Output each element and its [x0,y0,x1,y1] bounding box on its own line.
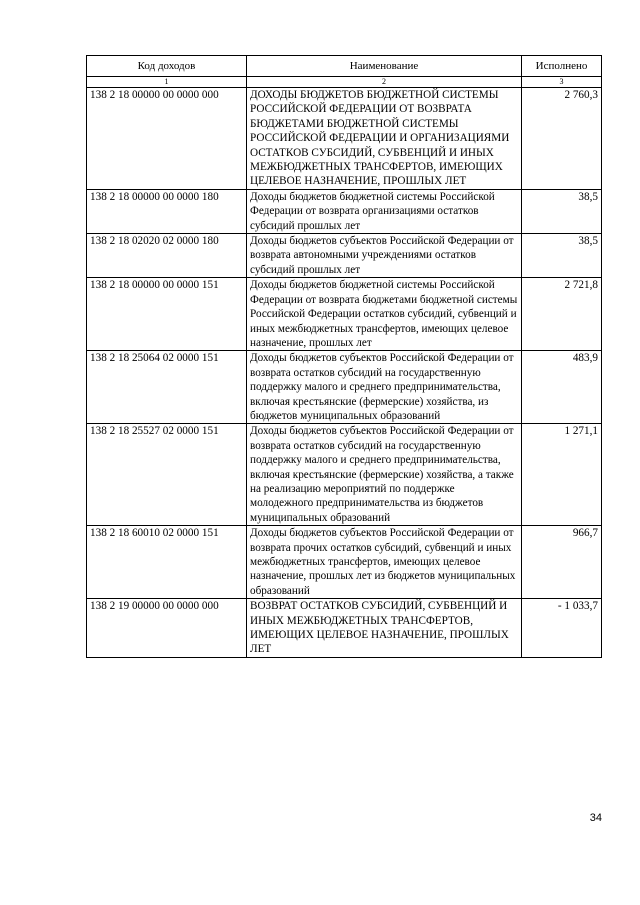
header-name: Наименование [247,56,522,77]
table-row [87,234,602,278]
table-header-row [87,56,602,77]
row-value: 38,5 [522,234,602,278]
table-row [87,424,602,526]
revenue-table [86,55,602,658]
row-value: 1 271,1 [522,424,602,526]
row-value: - 1 033,7 [522,599,602,658]
row-code: 138 2 18 00000 00 0000 000 [87,88,247,190]
row-name: Доходы бюджетов бюджетной системы Российской Федерации от возврата бюджетами бюджетной системы Российской Федерации остатков субсидий, субвенций и иных межбюджетных трансфертов, имеющих целевое назначение, прошлых лет [247,278,522,351]
row-name: ВОЗВРАТ ОСТАТКОВ СУБСИДИЙ, СУБВЕНЦИЙ И ИНЫХ МЕЖБЮДЖЕТНЫХ ТРАНСФЕРТОВ, ИМЕЮЩИХ ЦЕЛЕВОЕ НАЗНАЧЕНИЕ, ПРОШЛЫХ ЛЕТ [247,599,522,658]
row-value: 2 721,8 [522,278,602,351]
row-name: Доходы бюджетов субъектов Российской Федерации от возврата прочих остатков субсидий, субвенций и иных межбюджетных трансфертов, имеющих целевое назначение, прошлых лет из бюджетов муниципальных образований [247,526,522,599]
row-code: 138 2 19 00000 00 0000 000 [87,599,247,658]
column-number-row [87,77,602,88]
table-row [87,278,602,351]
row-value: 2 760,3 [522,88,602,190]
table-row [87,526,602,599]
row-code: 138 2 18 02020 02 0000 180 [87,234,247,278]
header-code: Код доходов [87,56,247,77]
column-number: 1 [87,77,247,88]
row-code: 138 2 18 25527 02 0000 151 [87,424,247,526]
row-name: Доходы бюджетов субъектов Российской Федерации от возврата автономными учреждениями остатков субсидий прошлых лет [247,234,522,278]
column-number: 3 [522,77,602,88]
row-value: 483,9 [522,351,602,424]
table-row [87,189,602,233]
row-code: 138 2 18 25064 02 0000 151 [87,351,247,424]
row-value: 38,5 [522,189,602,233]
row-name: Доходы бюджетов субъектов Российской Федерации от возврата остатков субсидий на государственную поддержку малого и среднего предпринимательства, включая крестьянские (фермерские) хозяйства, а также на реализацию мероприятий по поддержке молодежного предпринимательства из бюджетов муниципальных образований [247,424,522,526]
page-number: 34 [589,812,602,824]
column-number: 2 [247,77,522,88]
header-executed: Исполнено [522,56,602,77]
row-value: 966,7 [522,526,602,599]
row-code: 138 2 18 00000 00 0000 180 [87,189,247,233]
table-row [87,599,602,658]
row-name: Доходы бюджетов субъектов Российской Федерации от возврата остатков субсидий на государственную поддержку малого и среднего предпринимательства, включая крестьянские (фермерские) хозяйства, из бюджетов муниципальных образований [247,351,522,424]
row-code: 138 2 18 60010 02 0000 151 [87,526,247,599]
row-name: ДОХОДЫ БЮДЖЕТОВ БЮДЖЕТНОЙ СИСТЕМЫ РОССИЙСКОЙ ФЕДЕРАЦИИ ОТ ВОЗВРАТА БЮДЖЕТАМИ БЮДЖЕТНОЙ СИСТЕМЫ РОССИЙСКОЙ ФЕДЕРАЦИИ И ОРГАНИЗАЦИЯМИ ОСТАТКОВ СУБСИДИЙ, СУБВЕНЦИЙ И ИНЫХ МЕЖБЮДЖЕТНЫХ ТРАНСФЕРТОВ, ИМЕЮЩИХ ЦЕЛЕВОЕ НАЗНАЧЕНИЕ, ПРОШЛЫХ ЛЕТ [247,88,522,190]
row-name: Доходы бюджетов бюджетной системы Российской Федерации от возврата организациями остатков субсидий прошлых лет [247,189,522,233]
table-row [87,351,602,424]
table-row [87,88,602,190]
row-code: 138 2 18 00000 00 0000 151 [87,278,247,351]
